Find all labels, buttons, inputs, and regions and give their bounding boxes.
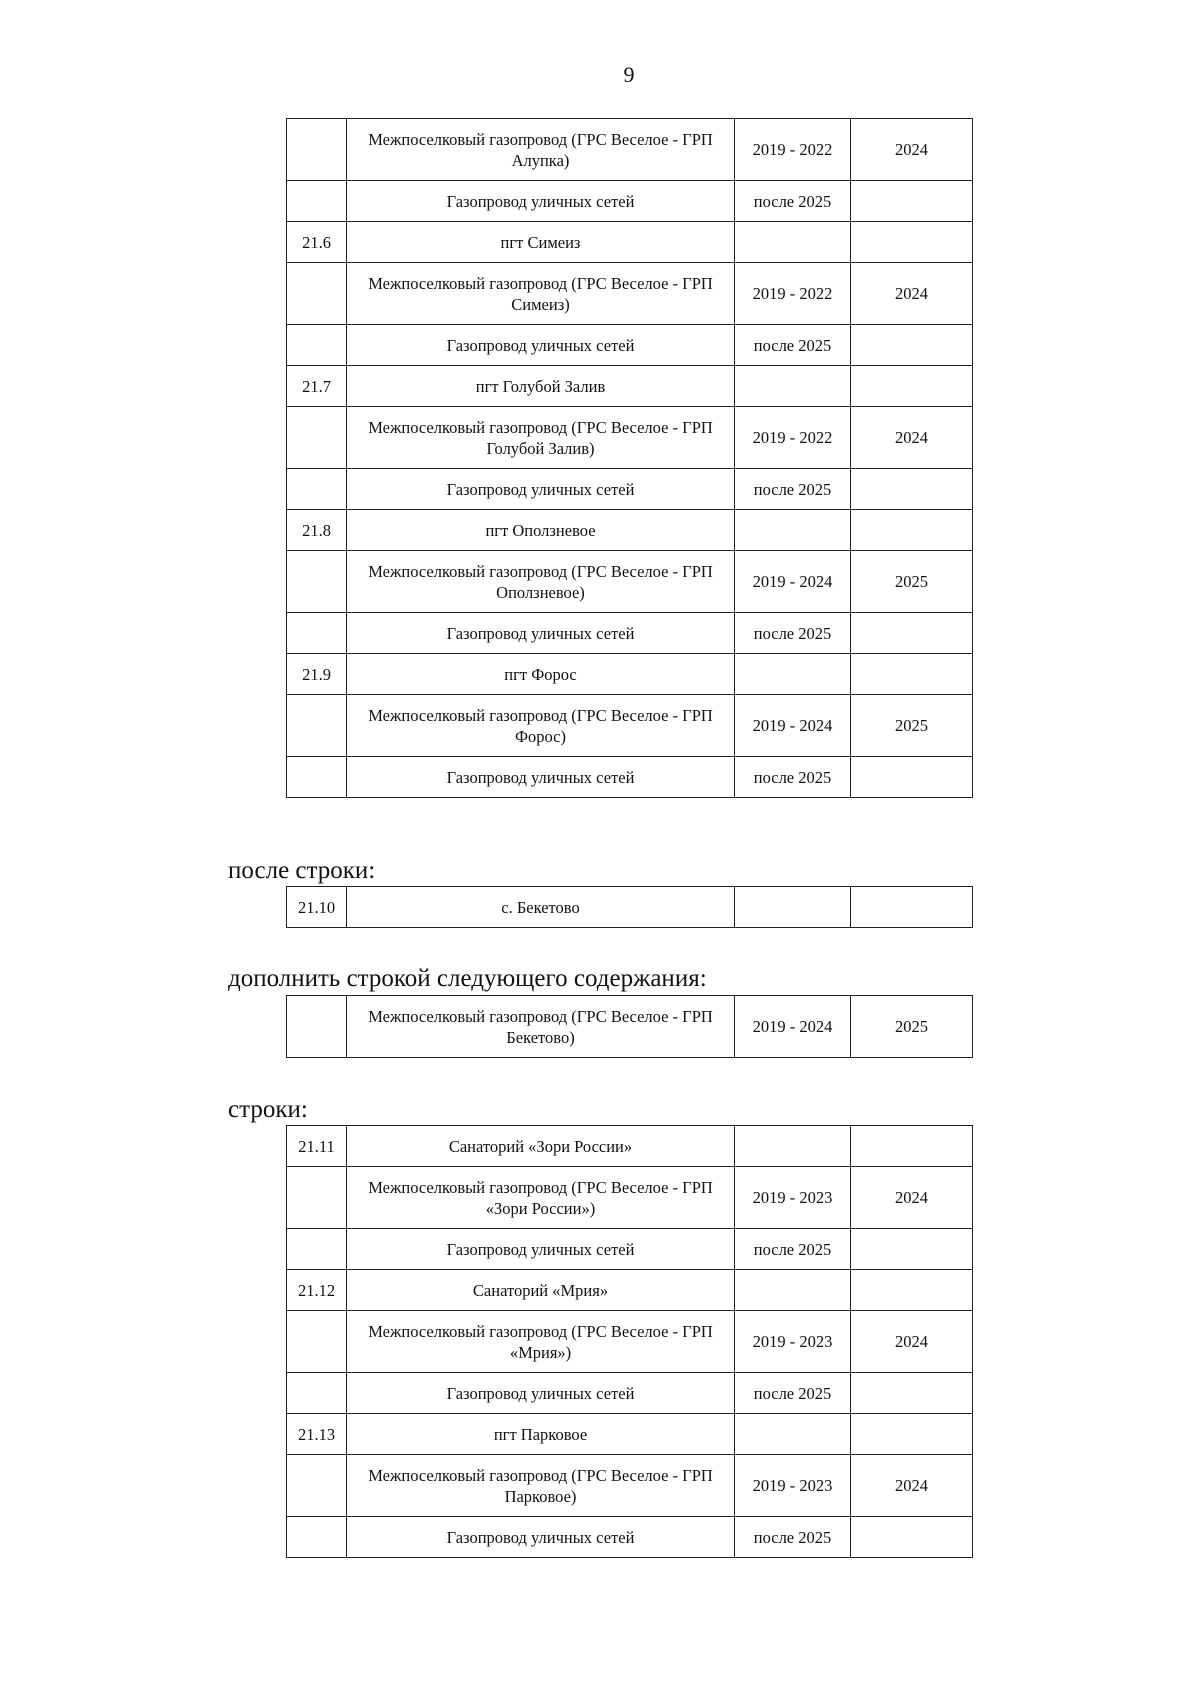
object-name-cell: Газопровод уличных сетей bbox=[347, 1229, 735, 1270]
period-cell bbox=[735, 1126, 851, 1167]
page-number: 9 bbox=[623, 62, 635, 87]
period-cell: 2019 - 2022 bbox=[735, 407, 851, 469]
row-number-cell bbox=[287, 1311, 347, 1373]
object-name-cell: Межпоселковый газопровод (ГРС Веселое - ГРП Бекетово) bbox=[347, 996, 735, 1058]
period-cell: 2019 - 2024 bbox=[735, 996, 851, 1058]
period-cell: после 2025 bbox=[735, 1373, 851, 1414]
object-name-cell: пгт Форос bbox=[347, 654, 735, 695]
row-number-cell bbox=[287, 119, 347, 181]
row-number-cell bbox=[287, 1167, 347, 1229]
object-name-cell: пгт Оползневое bbox=[347, 510, 735, 551]
year-cell bbox=[851, 1126, 973, 1167]
year-cell bbox=[851, 222, 973, 263]
object-name-cell: Санаторий «Мрия» bbox=[347, 1270, 735, 1311]
table-row bbox=[287, 510, 973, 551]
row-number-cell bbox=[287, 407, 347, 469]
period-cell: после 2025 bbox=[735, 469, 851, 510]
year-cell: 2024 bbox=[851, 1167, 973, 1229]
row-number-cell: 21.11 bbox=[287, 1126, 347, 1167]
year-cell bbox=[851, 325, 973, 366]
row-number-cell bbox=[287, 551, 347, 613]
year-cell bbox=[851, 366, 973, 407]
period-cell: после 2025 bbox=[735, 1517, 851, 1558]
table-row bbox=[287, 407, 973, 469]
object-name-cell: пгт Голубой Залив bbox=[347, 366, 735, 407]
object-name-cell: Межпоселковый газопровод (ГРС Веселое - ГРП «Мрия») bbox=[347, 1311, 735, 1373]
period-cell: 2019 - 2022 bbox=[735, 119, 851, 181]
period-cell bbox=[735, 366, 851, 407]
row-number-cell bbox=[287, 469, 347, 510]
object-name-cell: Газопровод уличных сетей bbox=[347, 613, 735, 654]
table-row bbox=[287, 551, 973, 613]
table-row bbox=[287, 1311, 973, 1373]
row-number-cell: 21.10 bbox=[287, 887, 347, 928]
object-name-cell: Газопровод уличных сетей bbox=[347, 181, 735, 222]
row-number-cell: 21.7 bbox=[287, 366, 347, 407]
row-number-cell: 21.13 bbox=[287, 1414, 347, 1455]
period-cell: после 2025 bbox=[735, 1229, 851, 1270]
year-cell: 2024 bbox=[851, 407, 973, 469]
table-row bbox=[287, 1126, 973, 1167]
period-cell: 2019 - 2023 bbox=[735, 1167, 851, 1229]
row-number-cell bbox=[287, 181, 347, 222]
row-number-cell bbox=[287, 1517, 347, 1558]
object-name-cell: Межпоселковый газопровод (ГРС Веселое - ГРП Форос) bbox=[347, 695, 735, 757]
period-cell: 2019 - 2024 bbox=[735, 695, 851, 757]
year-cell bbox=[851, 654, 973, 695]
object-name-cell: пгт Симеиз bbox=[347, 222, 735, 263]
object-name-cell: Межпоселковый газопровод (ГРС Веселое - ГРП Парковое) bbox=[347, 1455, 735, 1517]
gas-pipeline-table-1 bbox=[286, 118, 973, 798]
period-cell bbox=[735, 654, 851, 695]
table-row bbox=[287, 887, 973, 928]
table-row bbox=[287, 613, 973, 654]
row-number-cell: 21.6 bbox=[287, 222, 347, 263]
row-number-cell bbox=[287, 1229, 347, 1270]
year-cell: 2024 bbox=[851, 1455, 973, 1517]
period-cell: после 2025 bbox=[735, 757, 851, 798]
gas-pipeline-table-3 bbox=[286, 995, 973, 1058]
year-cell: 2025 bbox=[851, 996, 973, 1058]
year-cell: 2025 bbox=[851, 695, 973, 757]
year-cell bbox=[851, 887, 973, 928]
object-name-cell: пгт Парковое bbox=[347, 1414, 735, 1455]
table-row bbox=[287, 469, 973, 510]
table-row bbox=[287, 181, 973, 222]
caption-rows: строки: bbox=[228, 1096, 308, 1123]
period-cell: 2019 - 2024 bbox=[735, 551, 851, 613]
period-cell: 2019 - 2022 bbox=[735, 263, 851, 325]
year-cell: 2024 bbox=[851, 263, 973, 325]
period-cell: после 2025 bbox=[735, 325, 851, 366]
row-number-cell bbox=[287, 1373, 347, 1414]
table-row bbox=[287, 757, 973, 798]
row-number-cell bbox=[287, 1455, 347, 1517]
table-row bbox=[287, 325, 973, 366]
table-row bbox=[287, 1229, 973, 1270]
table-row bbox=[287, 366, 973, 407]
period-cell bbox=[735, 887, 851, 928]
year-cell: 2024 bbox=[851, 119, 973, 181]
gas-pipeline-table-4 bbox=[286, 1125, 973, 1558]
table-row bbox=[287, 1373, 973, 1414]
row-number-cell bbox=[287, 613, 347, 654]
table-row bbox=[287, 654, 973, 695]
table-row bbox=[287, 1414, 973, 1455]
gas-pipeline-table-2 bbox=[286, 886, 973, 928]
year-cell bbox=[851, 469, 973, 510]
table-row bbox=[287, 1167, 973, 1229]
period-cell: 2019 - 2023 bbox=[735, 1455, 851, 1517]
table-row bbox=[287, 1455, 973, 1517]
row-number-cell bbox=[287, 325, 347, 366]
table-row bbox=[287, 1517, 973, 1558]
object-name-cell: с. Бекетово bbox=[347, 887, 735, 928]
object-name-cell: Межпоселковый газопровод (ГРС Веселое - ГРП Оползневое) bbox=[347, 551, 735, 613]
row-number-cell: 21.12 bbox=[287, 1270, 347, 1311]
object-name-cell: Газопровод уличных сетей bbox=[347, 325, 735, 366]
period-cell: 2019 - 2023 bbox=[735, 1311, 851, 1373]
row-number-cell: 21.8 bbox=[287, 510, 347, 551]
object-name-cell: Межпоселковый газопровод (ГРС Веселое - ГРП Голубой Залив) bbox=[347, 407, 735, 469]
table-row bbox=[287, 119, 973, 181]
object-name-cell: Газопровод уличных сетей bbox=[347, 1373, 735, 1414]
period-cell bbox=[735, 510, 851, 551]
row-number-cell: 21.9 bbox=[287, 654, 347, 695]
year-cell bbox=[851, 757, 973, 798]
table-row bbox=[287, 695, 973, 757]
year-cell bbox=[851, 510, 973, 551]
year-cell bbox=[851, 1414, 973, 1455]
object-name-cell: Межпоселковый газопровод (ГРС Веселое - ГРП Алупка) bbox=[347, 119, 735, 181]
object-name-cell: Санаторий «Зори России» bbox=[347, 1126, 735, 1167]
row-number-cell bbox=[287, 996, 347, 1058]
object-name-cell: Межпоселковый газопровод (ГРС Веселое - ГРП Симеиз) bbox=[347, 263, 735, 325]
table-row bbox=[287, 263, 973, 325]
caption-add-row: дополнить строкой следующего содержания: bbox=[228, 965, 707, 992]
table-row bbox=[287, 996, 973, 1058]
year-cell bbox=[851, 1270, 973, 1311]
object-name-cell: Газопровод уличных сетей bbox=[347, 469, 735, 510]
row-number-cell bbox=[287, 757, 347, 798]
year-cell bbox=[851, 613, 973, 654]
table-row bbox=[287, 1270, 973, 1311]
year-cell bbox=[851, 1373, 973, 1414]
period-cell bbox=[735, 222, 851, 263]
period-cell bbox=[735, 1270, 851, 1311]
year-cell bbox=[851, 1517, 973, 1558]
year-cell bbox=[851, 181, 973, 222]
table-row bbox=[287, 222, 973, 263]
period-cell: после 2025 bbox=[735, 181, 851, 222]
object-name-cell: Газопровод уличных сетей bbox=[347, 757, 735, 798]
year-cell: 2024 bbox=[851, 1311, 973, 1373]
row-number-cell bbox=[287, 263, 347, 325]
object-name-cell: Межпоселковый газопровод (ГРС Веселое - ГРП «Зори России») bbox=[347, 1167, 735, 1229]
year-cell: 2025 bbox=[851, 551, 973, 613]
object-name-cell: Газопровод уличных сетей bbox=[347, 1517, 735, 1558]
period-cell bbox=[735, 1414, 851, 1455]
period-cell: после 2025 bbox=[735, 613, 851, 654]
row-number-cell bbox=[287, 695, 347, 757]
caption-after-row: после строки: bbox=[228, 857, 376, 884]
year-cell bbox=[851, 1229, 973, 1270]
